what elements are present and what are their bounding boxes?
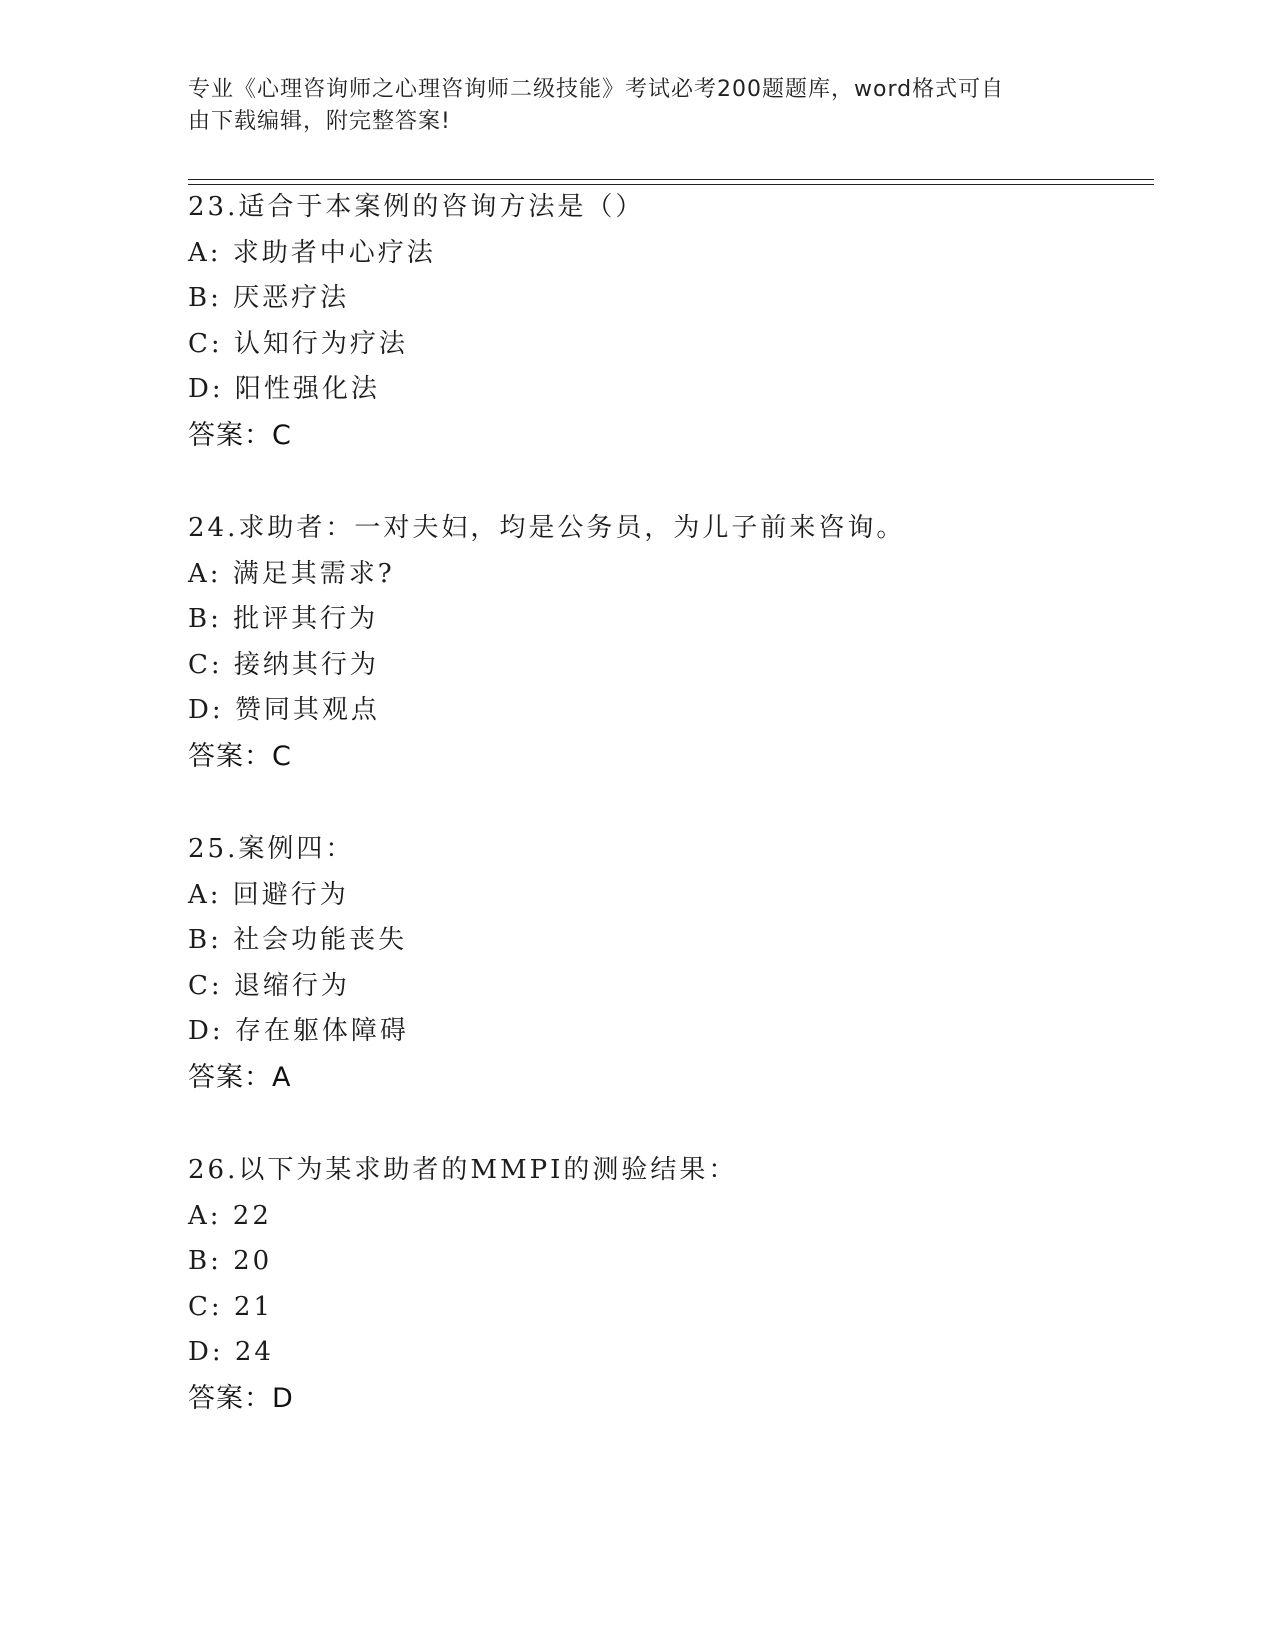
option-c: C: 认知行为疗法 [188,328,408,359]
option-c: C: 接纳其行为 [188,649,379,680]
question-23 [188,185,1148,459]
option-a: A: 22 [188,1200,272,1231]
answer-label: 答案：D [188,1382,294,1414]
question-stem: 26.以下为某求助者的MMPI的测验结果： [188,1155,738,1185]
question-stem: 23.适合于本案例的咨询方法是（） [188,192,645,222]
question-26 [188,1148,1148,1422]
option-a: A: 求助者中心疗法 [188,237,436,268]
option-d: D: 阳性强化法 [188,374,380,405]
document-header [188,74,1068,138]
option-b: B: 社会功能丧失 [188,925,408,956]
option-a: A: 回避行为 [188,879,349,910]
option-b: B: 厌恶疗法 [188,283,350,314]
header-line-2: 由下载编辑，附完整答案! [188,109,451,134]
answer-label: 答案：C [188,419,292,451]
option-b: B: 批评其行为 [188,604,379,635]
option-c: C: 21 [188,1291,274,1322]
option-d: D: 赞同其观点 [188,695,380,726]
option-b: B: 20 [188,1246,273,1277]
option-d: D: 存在躯体障碍 [188,1016,409,1047]
answer-label: 答案：A [188,1061,292,1093]
header-divider-top [188,179,1154,180]
option-a: A: 满足其需求? [188,558,395,589]
option-d: D: 24 [188,1337,274,1368]
question-25 [188,827,1148,1101]
question-stem: 25.案例四： [188,834,355,864]
option-c: C: 退缩行为 [188,970,350,1001]
header-line-1: 专业《心理咨询师之心理咨询师二级技能》考试必考200题题库，word格式可自 [188,77,1005,102]
question-24 [188,506,1148,780]
answer-label: 答案：C [188,740,292,772]
question-stem: 24.求助者：一对夫妇，均是公务员，为儿子前来咨询。 [188,513,906,543]
